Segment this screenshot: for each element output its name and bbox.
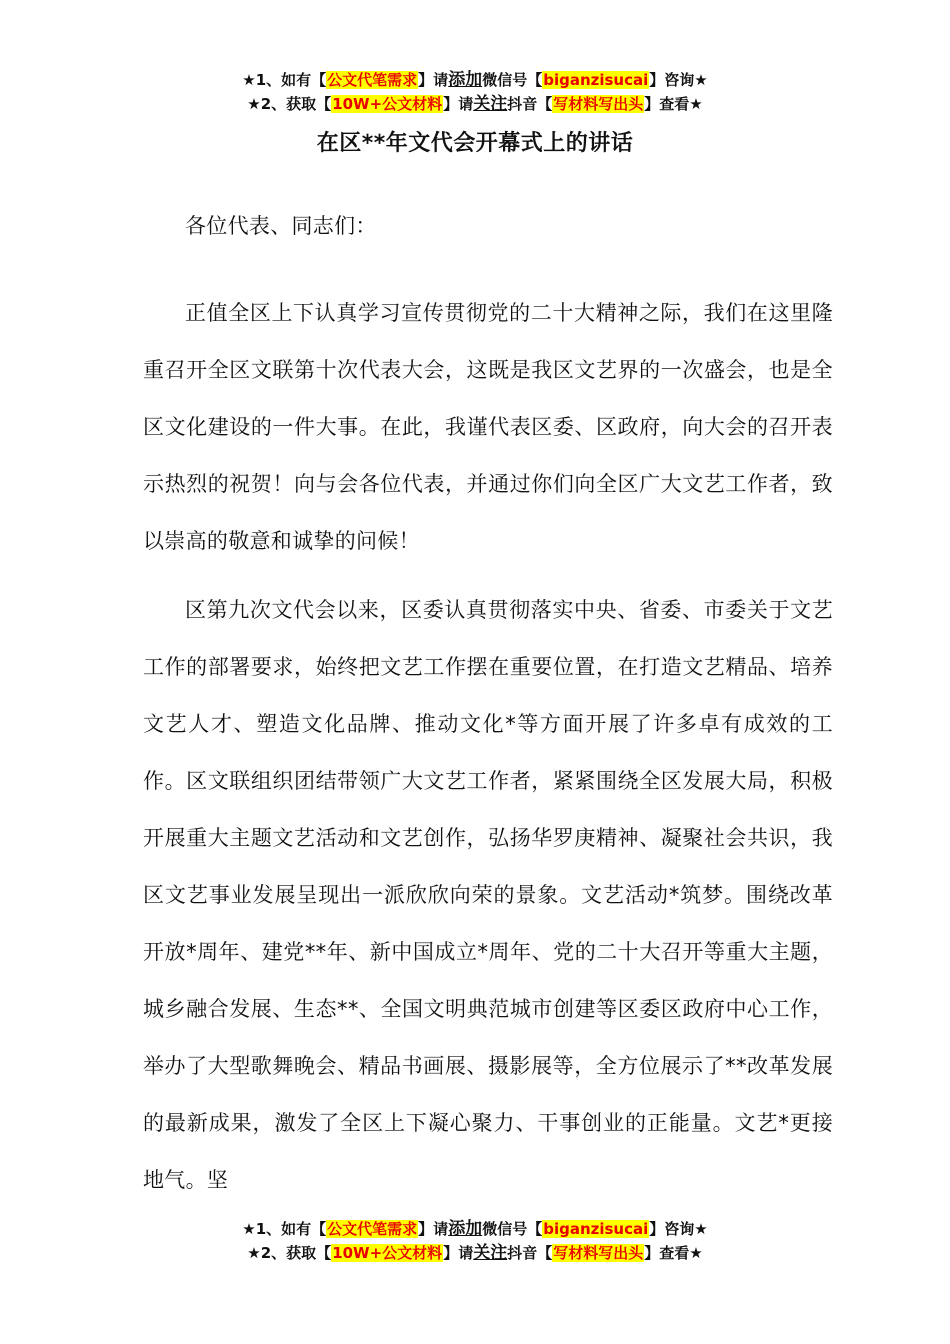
document-body xyxy=(143,198,833,1209)
salutation: 各位代表、同志们： xyxy=(185,214,377,238)
banner-text: 】请 xyxy=(443,1244,474,1262)
highlight-wechat-id: biganzisucai xyxy=(543,1220,649,1238)
banner-text: 】咨询★ xyxy=(649,1220,708,1238)
banner-text: 】咨询★ xyxy=(649,71,708,89)
banner-text: 微信号【 xyxy=(482,71,543,89)
banner-text: 微信号【 xyxy=(482,1220,543,1238)
banner-text: 】请 xyxy=(443,95,474,113)
banner-line-2 xyxy=(0,1241,950,1265)
banner-line-2 xyxy=(0,92,950,116)
banner-text: 】查看★ xyxy=(644,1244,703,1262)
highlight-service: 公文代笔需求 xyxy=(327,71,418,89)
banner-text: 】请 xyxy=(418,1220,449,1238)
body-paragraph: 正值全区上下认真学习宣传贯彻党的二十大精神之际，我们在这里隆重召开全区文联第十次代表大会，这既是我区文艺界的一次盛会，也是全区文化建设的一件大事。在此，我谨代表区委、区政府，向大会的召开表示热烈的祝贺！向与会各位代表，并通过你们向全区广大文艺工作者，致以崇高的敬意和诚挚的问候！ xyxy=(143,301,833,553)
footer-banner xyxy=(0,1217,950,1265)
highlight-wechat-id: biganzisucai xyxy=(543,71,649,89)
banner-emphasis: 关注 xyxy=(473,94,508,114)
banner-text: 】查看★ xyxy=(644,95,703,113)
banner-text: 抖音【 xyxy=(507,1244,553,1262)
highlight-materials: 10W+公文材料 xyxy=(332,1244,443,1262)
highlight-service: 公文代笔需求 xyxy=(327,1220,418,1238)
highlight-douyin-account: 写材料写出头 xyxy=(553,95,644,113)
banner-emphasis: 添加 xyxy=(448,1219,483,1239)
header-banner xyxy=(0,68,950,116)
banner-text: ★1、如有【 xyxy=(242,71,327,89)
body-paragraph: 区第九次文代会以来，区委认真贯彻落实中央、省委、市委关于文艺工作的部署要求，始终把文艺工作摆在重要位置，在打造文艺精品、培养文艺人才、塑造文化品牌、推动文化*等方面开展了许多卓有成效的工作。区文联组织团结带领广大文艺工作者，紧紧围绕全区发展大局，积极开展重大主题文艺活动和文艺创作，弘扬华罗庚精神、凝聚社会共识，我区文艺事业发展呈现出一派欣欣向荣的景象。文艺活动*筑梦。围绕改革开放*周年、建党**年、新中国成立*周年、党的二十大召开等重大主题，城乡融合发展、生态**、全国文明典范城市创建等区委区政府中心工作，举办了大型歌舞晚会、精品书画展、摄影展等，全方位展示了**改革发展的最新成果，激发了全区上下凝心聚力、干事创业的正能量。文艺*更接地气。坚 xyxy=(143,598,833,1192)
banner-text: ★1、如有【 xyxy=(242,1220,327,1238)
highlight-materials: 10W+公文材料 xyxy=(332,95,443,113)
banner-line-1 xyxy=(0,68,950,92)
highlight-douyin-account: 写材料写出头 xyxy=(553,1244,644,1262)
banner-text: ★2、获取【 xyxy=(247,95,332,113)
document-title: 在区**年文代会开幕式上的讲话 xyxy=(316,131,634,156)
banner-emphasis: 关注 xyxy=(473,1243,508,1263)
banner-emphasis: 添加 xyxy=(448,70,483,90)
banner-text: 】请 xyxy=(418,71,449,89)
banner-line-1 xyxy=(0,1217,950,1241)
banner-text: 抖音【 xyxy=(507,95,553,113)
banner-text: ★2、获取【 xyxy=(247,1244,332,1262)
